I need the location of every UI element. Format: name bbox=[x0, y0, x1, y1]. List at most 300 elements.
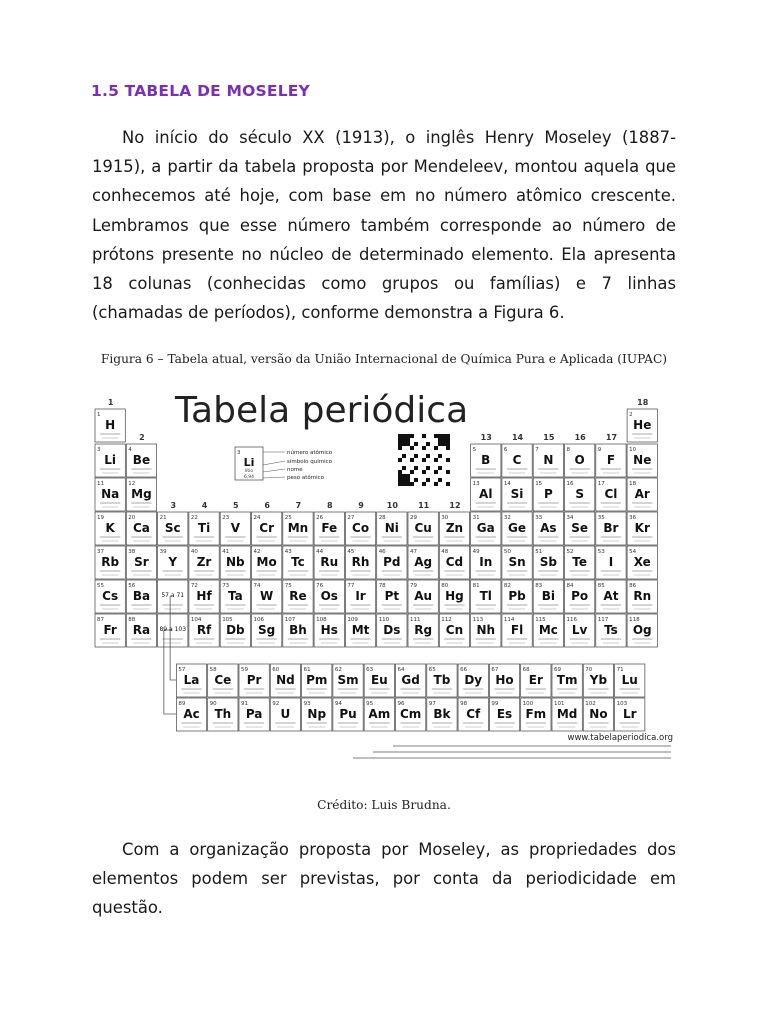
element-number: 70 bbox=[585, 667, 593, 673]
qr-module bbox=[442, 442, 446, 446]
element-number: 60 bbox=[272, 667, 280, 673]
element-number: 99 bbox=[491, 701, 499, 707]
element-symbol: F bbox=[606, 453, 616, 467]
element-symbol: Ce bbox=[214, 673, 232, 687]
element-symbol: I bbox=[608, 555, 614, 569]
element-number: 81 bbox=[472, 583, 480, 589]
element-symbol: Ar bbox=[634, 487, 650, 501]
element-symbol: Es bbox=[496, 707, 513, 721]
element-symbol: O bbox=[574, 453, 585, 467]
element-symbol: Rb bbox=[101, 555, 120, 569]
element-number: 46 bbox=[378, 549, 386, 555]
legend-label: símbolo químico bbox=[287, 459, 333, 465]
element-number: 9 bbox=[597, 447, 602, 453]
qr-module bbox=[434, 446, 438, 450]
qr-module bbox=[410, 470, 414, 474]
element-symbol: Br bbox=[603, 521, 619, 535]
qr-module bbox=[434, 470, 438, 474]
element-symbol: Ho bbox=[495, 673, 514, 687]
element-symbol: Ag bbox=[414, 555, 433, 569]
qr-module bbox=[410, 458, 414, 462]
element-number: 95 bbox=[366, 701, 374, 707]
element-number: 30 bbox=[441, 515, 449, 521]
element-number: 94 bbox=[334, 701, 342, 707]
element-number: 87 bbox=[97, 617, 104, 623]
qr-module bbox=[402, 474, 406, 478]
element-number: 25 bbox=[284, 515, 292, 521]
qr-module bbox=[438, 442, 442, 446]
figure-title: Tabela periódica bbox=[175, 390, 469, 431]
qr-module bbox=[406, 478, 410, 482]
element-symbol: Be bbox=[132, 453, 151, 467]
element-number: 62 bbox=[334, 667, 342, 673]
element-symbol: Mt bbox=[351, 623, 370, 637]
qr-module bbox=[446, 438, 450, 442]
qr-module bbox=[398, 482, 402, 486]
element-number: 16 bbox=[566, 481, 574, 487]
legend-name: lítio bbox=[244, 469, 254, 474]
qr-module bbox=[414, 478, 418, 482]
element-number: 105 bbox=[222, 617, 233, 623]
qr-module bbox=[402, 434, 406, 438]
element-symbol: Er bbox=[528, 673, 543, 687]
group-number: 10 bbox=[386, 501, 398, 510]
element-symbol: B bbox=[481, 453, 491, 467]
element-symbol: Tl bbox=[479, 589, 492, 603]
group-number: 6 bbox=[264, 501, 270, 510]
element-symbol: Am bbox=[368, 707, 391, 721]
element-number: 97 bbox=[428, 701, 436, 707]
element-number: 34 bbox=[566, 515, 574, 521]
element-number: 28 bbox=[378, 515, 386, 521]
element-symbol: 89 a 103 bbox=[159, 626, 187, 633]
element-number: 88 bbox=[128, 617, 136, 623]
element-symbol: As bbox=[540, 521, 557, 535]
element-symbol: Co bbox=[352, 521, 370, 535]
element-symbol: Pt bbox=[384, 589, 400, 603]
element-number: 101 bbox=[553, 701, 565, 707]
qr-module bbox=[446, 470, 450, 474]
element-symbol: Al bbox=[479, 487, 493, 501]
element-number: 89 bbox=[178, 701, 186, 707]
element-number: 6 bbox=[503, 447, 508, 453]
element-symbol: Kr bbox=[634, 521, 650, 535]
element-symbol: Cs bbox=[102, 589, 119, 603]
element-number: 82 bbox=[503, 583, 511, 589]
element-number: 33 bbox=[535, 515, 543, 521]
element-symbol: Th bbox=[214, 707, 232, 721]
element-number: 37 bbox=[97, 549, 104, 555]
element-number: 80 bbox=[441, 583, 449, 589]
element-symbol: In bbox=[479, 555, 493, 569]
element-number: 58 bbox=[209, 667, 217, 673]
element-symbol: No bbox=[589, 707, 608, 721]
element-symbol: Tb bbox=[433, 673, 451, 687]
periodic-table-figure bbox=[93, 384, 675, 774]
element-number: 41 bbox=[222, 549, 230, 555]
legend-label: peso atômico bbox=[287, 475, 325, 481]
qr-module bbox=[402, 442, 406, 446]
element-number: 75 bbox=[284, 583, 292, 589]
element-symbol: Ti bbox=[197, 521, 211, 535]
element-symbol: K bbox=[105, 521, 115, 535]
element-symbol: Pr bbox=[246, 673, 262, 687]
qr-module bbox=[406, 442, 410, 446]
element-number: 17 bbox=[597, 481, 605, 487]
element-number: 44 bbox=[316, 549, 324, 555]
element-number: 73 bbox=[222, 583, 230, 589]
element-number: 71 bbox=[616, 667, 624, 673]
element-number: 96 bbox=[397, 701, 405, 707]
qr-module bbox=[414, 442, 418, 446]
element-symbol: Eu bbox=[370, 673, 388, 687]
qr-module bbox=[426, 454, 430, 458]
element-symbol: Dy bbox=[464, 673, 483, 687]
element-number: 24 bbox=[253, 515, 261, 521]
element-number: 65 bbox=[428, 667, 436, 673]
element-symbol: Te bbox=[572, 555, 588, 569]
element-number: 63 bbox=[366, 667, 374, 673]
qr-module bbox=[402, 478, 406, 482]
qr-module bbox=[414, 466, 418, 470]
element-symbol: Sr bbox=[134, 555, 149, 569]
element-symbol: Np bbox=[307, 707, 327, 721]
element-number: 15 bbox=[535, 481, 543, 487]
element-number: 4 bbox=[128, 447, 132, 453]
legend-pointer bbox=[263, 477, 285, 478]
group-number: 14 bbox=[511, 433, 524, 442]
qr-module bbox=[426, 478, 430, 482]
element-number: 107 bbox=[284, 617, 296, 623]
qr-module bbox=[410, 482, 414, 486]
group-number: 15 bbox=[543, 433, 555, 442]
element-symbol: La bbox=[183, 673, 200, 687]
element-number: 69 bbox=[553, 667, 561, 673]
qr-module bbox=[398, 438, 402, 442]
element-number: 66 bbox=[460, 667, 468, 673]
element-symbol: Po bbox=[571, 589, 589, 603]
element-symbol: Og bbox=[632, 623, 652, 637]
qr-module bbox=[398, 434, 402, 438]
element-number: 54 bbox=[629, 549, 637, 555]
qr-module bbox=[438, 478, 442, 482]
qr-module bbox=[406, 438, 410, 442]
element-number: 12 bbox=[128, 481, 136, 487]
qr-module bbox=[398, 442, 402, 446]
element-symbol: Ta bbox=[227, 589, 243, 603]
element-symbol: Bi bbox=[541, 589, 555, 603]
legend-symbol: Li bbox=[243, 456, 255, 469]
element-symbol: Lv bbox=[571, 623, 588, 637]
legend-pointer bbox=[263, 469, 285, 472]
section-heading: 1.5 TABELA DE MOSELEY bbox=[91, 82, 310, 100]
element-number: 45 bbox=[347, 549, 355, 555]
element-number: 42 bbox=[253, 549, 261, 555]
element-number: 10 bbox=[629, 447, 637, 453]
element-number: 14 bbox=[503, 481, 511, 487]
qr-module bbox=[442, 434, 446, 438]
element-symbol: Nd bbox=[276, 673, 295, 687]
element-symbol: Mo bbox=[256, 555, 277, 569]
element-symbol: 57 a 71 bbox=[161, 592, 185, 599]
intro-paragraph: No início do século XX (1913), o inglês Henry Moseley (1887-1915), a partir da tabela proposta por Mendeleev, montou aquela que conhecemos até hoje, com base em no número atômico crescente. Lembramos que esse número também corresponde ao número de prótons presente no núcleo de determinado elemento. Ela apresenta 18 colunas (conhecidas como grupos ou famílias) e 7 linhas (chamadas de períodos), conforme demonstra a Figura 6. bbox=[92, 128, 676, 323]
element-number: 43 bbox=[284, 549, 292, 555]
element-symbol: Pd bbox=[383, 555, 401, 569]
qr-module bbox=[402, 482, 406, 486]
qr-module bbox=[406, 474, 410, 478]
group-number: 8 bbox=[326, 501, 333, 510]
qr-module bbox=[434, 458, 438, 462]
element-symbol: Re bbox=[289, 589, 307, 603]
qr-module bbox=[446, 482, 450, 486]
element-number: 53 bbox=[597, 549, 605, 555]
element-number: 56 bbox=[128, 583, 136, 589]
element-number: 61 bbox=[303, 667, 311, 673]
element-number: 31 bbox=[472, 515, 480, 521]
qr-module bbox=[446, 458, 450, 462]
element-number: 92 bbox=[272, 701, 280, 707]
element-number: 1 bbox=[97, 412, 101, 418]
element-number: 40 bbox=[190, 549, 198, 555]
qr-module bbox=[422, 482, 426, 486]
element-number: 103 bbox=[616, 701, 628, 707]
qr-module bbox=[402, 438, 406, 442]
element-symbol: Fl bbox=[510, 623, 524, 637]
element-symbol: Lu bbox=[621, 673, 638, 687]
element-number: 118 bbox=[629, 617, 640, 623]
element-number: 48 bbox=[441, 549, 449, 555]
element-symbol: Tc bbox=[291, 555, 305, 569]
element-symbol: Zr bbox=[196, 555, 212, 569]
element-number: 110 bbox=[378, 617, 390, 623]
element-symbol: Pa bbox=[245, 707, 263, 721]
element-symbol: Bk bbox=[433, 707, 451, 721]
group-number: 5 bbox=[233, 501, 239, 510]
element-symbol: Nb bbox=[226, 555, 245, 569]
qr-module bbox=[446, 442, 450, 446]
element-number: 112 bbox=[441, 617, 452, 623]
element-symbol: Nh bbox=[476, 623, 496, 637]
element-number: 32 bbox=[503, 515, 511, 521]
element-symbol: Li bbox=[104, 453, 117, 467]
element-symbol: Hf bbox=[196, 589, 212, 603]
qr-module bbox=[398, 478, 402, 482]
element-number: 83 bbox=[535, 583, 543, 589]
qr-module bbox=[442, 438, 446, 442]
element-number: 59 bbox=[240, 667, 248, 673]
qr-module bbox=[410, 446, 414, 450]
qr-module bbox=[410, 434, 414, 438]
legend-pointer bbox=[263, 461, 285, 465]
element-symbol: W bbox=[260, 589, 274, 603]
element-number: 35 bbox=[597, 515, 605, 521]
element-symbol: Sn bbox=[508, 555, 526, 569]
element-symbol: Cf bbox=[466, 707, 481, 721]
element-symbol: Na bbox=[101, 487, 120, 501]
element-number: 11 bbox=[97, 481, 104, 487]
element-symbol: Lr bbox=[622, 707, 637, 721]
figure-credit: Crédito: Luis Brudna. bbox=[317, 798, 451, 812]
element-number: 20 bbox=[128, 515, 136, 521]
group-number: 2 bbox=[139, 433, 145, 442]
element-symbol: Gd bbox=[401, 673, 420, 687]
qr-module bbox=[398, 474, 402, 478]
element-symbol: Rg bbox=[414, 623, 433, 637]
element-symbol: Xe bbox=[633, 555, 651, 569]
element-symbol: Cu bbox=[414, 521, 432, 535]
element-number: 38 bbox=[128, 549, 136, 555]
element-symbol: S bbox=[575, 487, 584, 501]
element-symbol: Ne bbox=[633, 453, 652, 467]
qr-module bbox=[406, 482, 410, 486]
element-number: 86 bbox=[629, 583, 637, 589]
qr-module bbox=[438, 454, 442, 458]
element-symbol: Mg bbox=[131, 487, 152, 501]
element-number: 3 bbox=[97, 447, 101, 453]
element-number: 85 bbox=[597, 583, 605, 589]
element-symbol: Rn bbox=[633, 589, 652, 603]
element-number: 78 bbox=[378, 583, 386, 589]
element-symbol: Mc bbox=[538, 623, 558, 637]
element-symbol: H bbox=[105, 418, 116, 432]
element-number: 29 bbox=[410, 515, 417, 521]
element-symbol: Sm bbox=[337, 673, 359, 687]
element-number: 5 bbox=[472, 447, 477, 453]
element-number: 67 bbox=[491, 667, 499, 673]
element-number: 84 bbox=[566, 583, 574, 589]
element-number: 115 bbox=[535, 617, 546, 623]
group-number: 17 bbox=[605, 433, 618, 442]
qr-module bbox=[422, 470, 426, 474]
legend-label: número atômico bbox=[287, 450, 333, 456]
element-symbol: Ra bbox=[132, 623, 151, 637]
element-number: 117 bbox=[597, 617, 609, 623]
qr-module bbox=[426, 442, 430, 446]
qr-module bbox=[402, 454, 406, 458]
element-symbol: Au bbox=[414, 589, 433, 603]
element-symbol: Sb bbox=[539, 555, 557, 569]
qr-module bbox=[438, 434, 442, 438]
element-symbol: Se bbox=[571, 521, 589, 535]
qr-module bbox=[398, 458, 402, 462]
legend-mass: 6,94 bbox=[243, 475, 255, 480]
element-number: 90 bbox=[209, 701, 217, 707]
element-symbol: P bbox=[543, 487, 553, 501]
element-symbol: Hg bbox=[445, 589, 464, 603]
element-number: 50 bbox=[503, 549, 511, 555]
element-symbol: C bbox=[512, 453, 522, 467]
element-symbol: Yb bbox=[589, 673, 608, 687]
element-number: 18 bbox=[629, 481, 637, 487]
element-number: 7 bbox=[535, 447, 539, 453]
group-number: 7 bbox=[295, 501, 302, 510]
qr-module bbox=[414, 454, 418, 458]
group-number: 13 bbox=[480, 433, 492, 442]
element-symbol: Ir bbox=[355, 589, 366, 603]
element-number: 116 bbox=[566, 617, 577, 623]
qr-module bbox=[446, 446, 450, 450]
qr-module bbox=[422, 458, 426, 462]
element-number: 21 bbox=[159, 515, 167, 521]
element-number: 52 bbox=[566, 549, 574, 555]
element-symbol: Fe bbox=[321, 521, 338, 535]
element-number: 109 bbox=[347, 617, 358, 623]
element-number: 72 bbox=[190, 583, 198, 589]
element-number: 13 bbox=[472, 481, 480, 487]
element-number: 27 bbox=[347, 515, 355, 521]
element-number: 76 bbox=[316, 583, 324, 589]
element-number: 93 bbox=[303, 701, 311, 707]
element-symbol: Md bbox=[556, 707, 578, 721]
element-number: 114 bbox=[503, 617, 515, 623]
element-symbol: Fm bbox=[525, 707, 547, 721]
qr-module bbox=[438, 466, 442, 470]
element-symbol: Ga bbox=[476, 521, 495, 535]
element-symbol: Cr bbox=[259, 521, 275, 535]
group-number: 16 bbox=[574, 433, 586, 442]
figure-website: www.tabelaperiodica.org bbox=[567, 733, 673, 743]
qr-module bbox=[426, 466, 430, 470]
element-symbol: Rh bbox=[351, 555, 370, 569]
element-number: 23 bbox=[222, 515, 230, 521]
element-symbol: He bbox=[633, 418, 652, 432]
element-number: 19 bbox=[97, 515, 104, 521]
element-symbol: Bh bbox=[289, 623, 307, 637]
element-symbol: Sg bbox=[258, 623, 276, 637]
element-symbol: Y bbox=[168, 555, 178, 569]
element-number: 111 bbox=[410, 617, 421, 623]
element-number: 68 bbox=[522, 667, 530, 673]
element-symbol: Pu bbox=[339, 707, 357, 721]
element-symbol: Ds bbox=[383, 623, 401, 637]
element-symbol: Rf bbox=[196, 623, 212, 637]
element-symbol: Pm bbox=[306, 673, 328, 687]
element-symbol: Cm bbox=[399, 707, 422, 721]
element-number: 98 bbox=[460, 701, 468, 707]
element-number: 106 bbox=[253, 617, 264, 623]
group-number: 3 bbox=[170, 501, 177, 510]
qr-module bbox=[398, 470, 402, 474]
element-symbol: Ru bbox=[320, 555, 339, 569]
group-number: 11 bbox=[418, 501, 430, 510]
element-number: 104 bbox=[190, 617, 202, 623]
element-symbol: Ac bbox=[183, 707, 200, 721]
element-number: 79 bbox=[410, 583, 417, 589]
qr-module bbox=[406, 434, 410, 438]
element-symbol: Db bbox=[226, 623, 245, 637]
element-number: 64 bbox=[397, 667, 405, 673]
element-symbol: Mn bbox=[287, 521, 309, 535]
group-number: 1 bbox=[107, 398, 114, 407]
qr-module bbox=[434, 482, 438, 486]
element-number: 39 bbox=[159, 549, 167, 555]
element-symbol: V bbox=[230, 521, 240, 535]
element-number: 57 bbox=[178, 667, 186, 673]
element-symbol: Ge bbox=[508, 521, 527, 535]
element-number: 2 bbox=[629, 412, 633, 418]
element-number: 113 bbox=[472, 617, 484, 623]
group-number: 12 bbox=[449, 501, 461, 510]
qr-module bbox=[422, 446, 426, 450]
qr-module bbox=[398, 446, 402, 450]
element-number: 22 bbox=[190, 515, 198, 521]
element-number: 108 bbox=[316, 617, 327, 623]
element-symbol: Ts bbox=[604, 623, 618, 637]
element-symbol: Hs bbox=[320, 623, 338, 637]
group-number: 18 bbox=[637, 398, 649, 407]
qr-module bbox=[438, 438, 442, 442]
element-number: 91 bbox=[240, 701, 248, 707]
